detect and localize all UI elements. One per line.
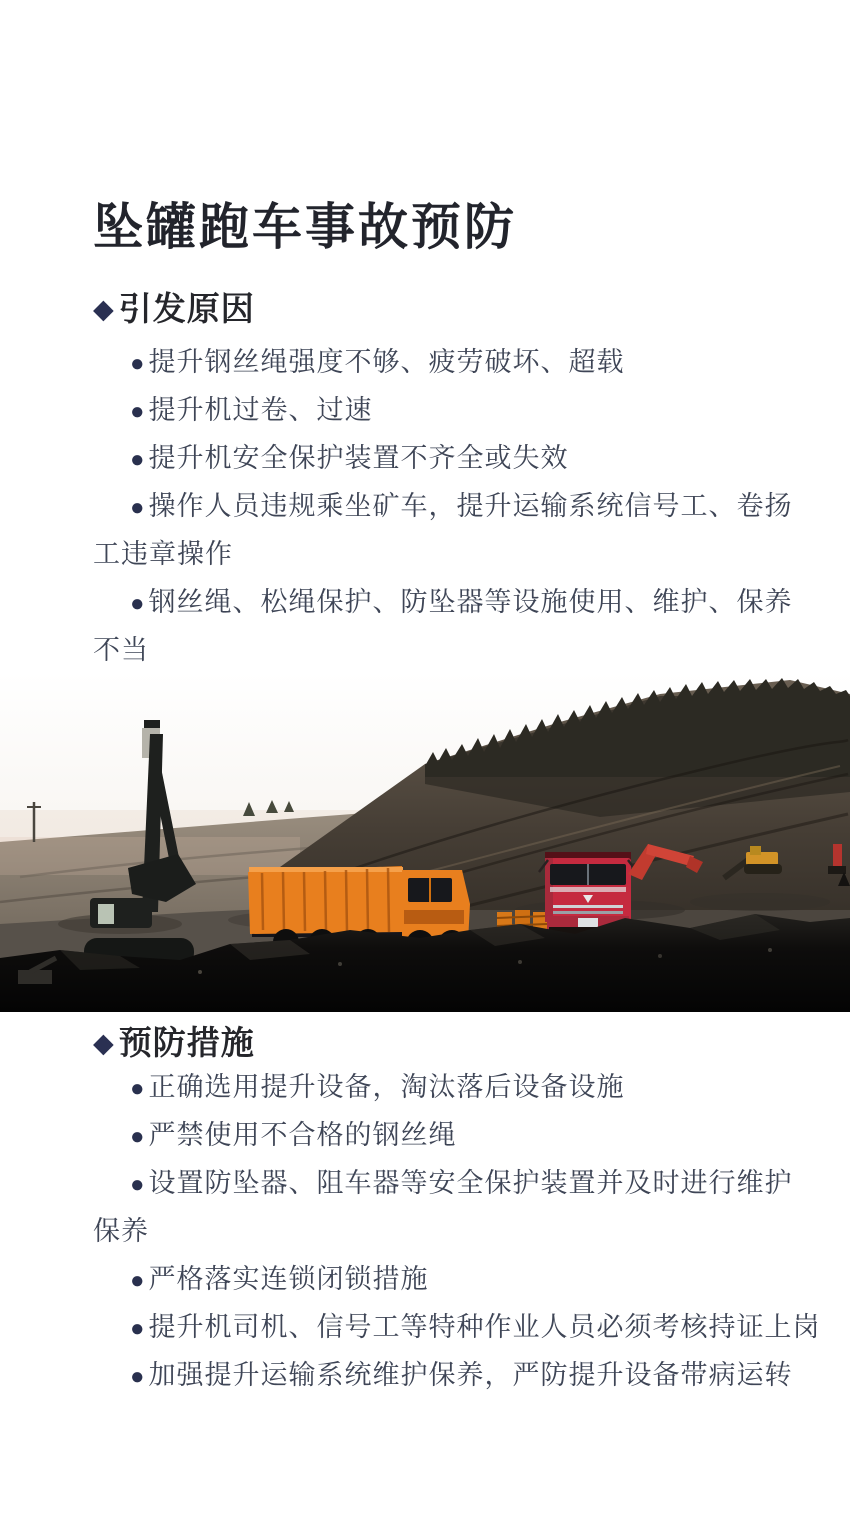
list-item-line: ● 正确选用提升设备，淘汰落后设备设施 (130, 1072, 625, 1102)
bullet-dot-icon: ● (130, 494, 146, 521)
list-item-line: ● 钢丝绳、松绳保护、防坠器等设施使用、维护、保养 (130, 587, 793, 617)
section-heading-causes (93, 289, 255, 329)
list-item-line: ● 提升机过卷、过速 (130, 395, 373, 425)
bullet-dot-icon: ● (130, 350, 146, 377)
bullet-dot-icon: ● (130, 590, 146, 617)
section-heading-measures (93, 1023, 255, 1063)
bullet-dot-icon: ● (130, 1315, 146, 1342)
bullet-dot-icon: ● (130, 1363, 146, 1390)
list-item-line: ● 操作人员违规乘坐矿车，提升运输系统信号工、卷扬 (130, 491, 793, 521)
diamond-bullet-icon: ◆ (93, 294, 115, 324)
list-item-line: ● 提升机安全保护装置不齐全或失效 (130, 443, 569, 473)
diamond-bullet-icon: ◆ (93, 1028, 115, 1058)
bullet-list-causes (93, 338, 809, 674)
list-item-line: ● 加强提升运输系统维护保养，严防提升设备带病运转 (130, 1360, 793, 1390)
list-item-line: ● 严格落实连锁闭锁措施 (130, 1264, 429, 1294)
section-heading-text: 引发原因 (118, 290, 255, 327)
bullet-dot-icon: ● (130, 1075, 146, 1102)
list-item-line: 不当 (93, 635, 149, 665)
bullet-list-measures (93, 1063, 821, 1399)
list-item-line: ● 提升机司机、信号工等特种作业人员必须考核持证上岗 (130, 1312, 821, 1342)
bullet-dot-icon: ● (130, 1267, 146, 1294)
list-item-line: 工违章操作 (93, 539, 233, 569)
list-item-line: ● 提升钢丝绳强度不够、疲劳破坏、超载 (130, 347, 625, 377)
page-title: 坠罐跑车事故预防 (93, 199, 517, 255)
bullet-dot-icon: ● (130, 1123, 146, 1150)
list-item-line: 保养 (93, 1216, 149, 1246)
section-heading-text: 预防措施 (118, 1024, 255, 1061)
bullet-dot-icon: ● (130, 1171, 146, 1198)
bullet-dot-icon: ● (130, 446, 146, 473)
bullet-dot-icon: ● (130, 398, 146, 425)
list-item-line: ● 设置防坠器、阻车器等安全保护装置并及时进行维护 (130, 1168, 793, 1198)
mine-site-photo (0, 672, 850, 1012)
list-item-line: ● 严禁使用不合格的钢丝绳 (130, 1120, 457, 1150)
